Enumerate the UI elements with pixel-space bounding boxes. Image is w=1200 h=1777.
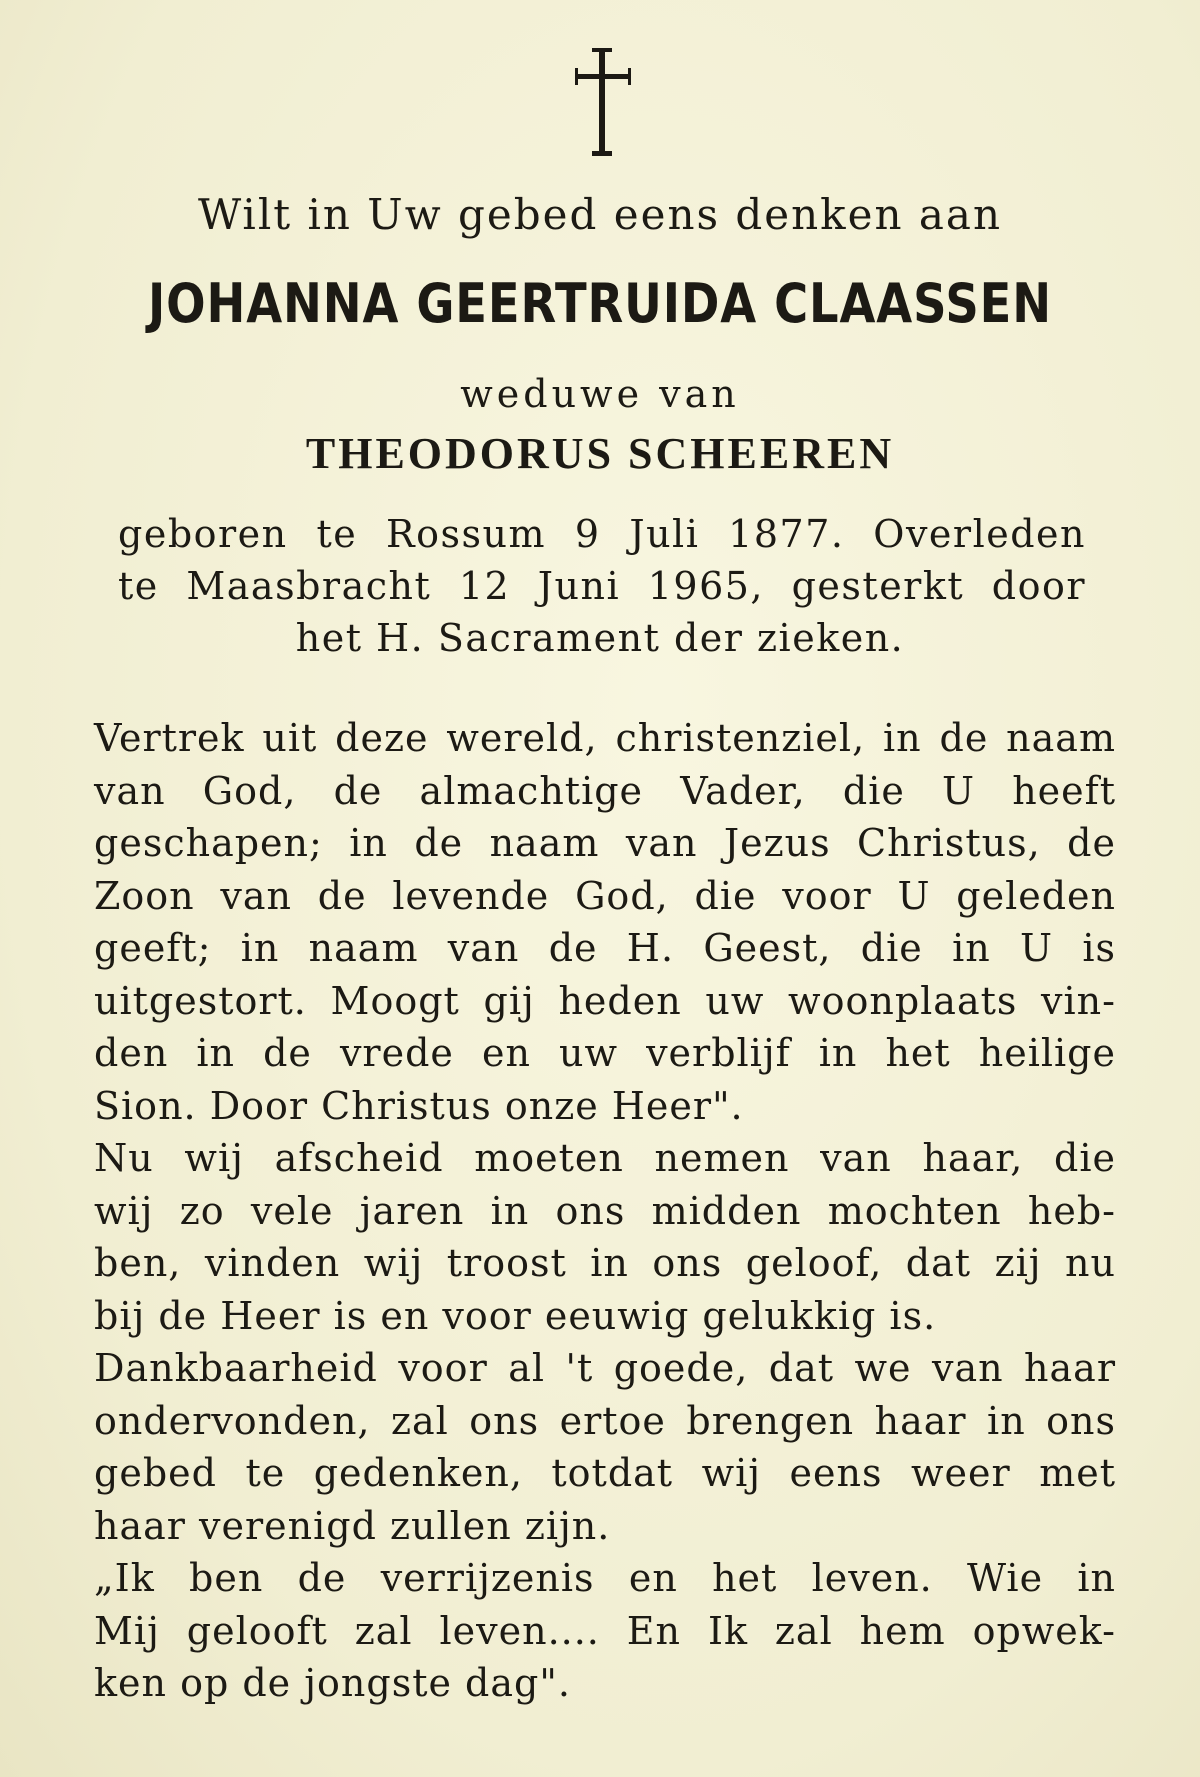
prayer-line: van God, de almachtige Vader, die U heeft [94, 768, 1116, 813]
bio-line: het H. Sacrament der zieken. [295, 616, 905, 660]
intro-text: Wilt in Uw gebed eens denken aan [197, 190, 1003, 239]
prayer-line: Sion. Door Christus onze Heer". [94, 1083, 744, 1128]
bio-line: geboren te Rossum 9 Juli 1877. Overleden [118, 512, 1086, 556]
prayer-line: ondervonden, zal ons ertoe brengen haar in ons [94, 1398, 1116, 1443]
prayer-line: Nu wij afscheid moeten nemen van haar, die [94, 1136, 1116, 1180]
prayer-line: den in de vrede en uw verblijf in het heilige [94, 1031, 1116, 1075]
prayer-line: geeft; in naam van de H. Geest, die in U is [94, 926, 1116, 970]
prayer-line: Dankbaarheid voor al 't goede, dat we van haar [94, 1346, 1116, 1390]
prayer-line: haar verenigd zullen zijn. [94, 1503, 611, 1548]
prayer-line: gebed te gedenken, totdat wij eens weer met [94, 1451, 1116, 1495]
prayer-line: „Ik ben de verrijzenis en het leven. Wie in [94, 1556, 1116, 1600]
prayer-line: uitgestort. Moogt gij heden uw woonplaats vin- [94, 978, 1116, 1023]
prayer-text [94, 712, 1116, 1710]
cross-icon [575, 48, 631, 156]
prayer-line: ken op de jongste dag". [94, 1661, 571, 1705]
prayer-line: Zoon van de levende God, die voor U geleden [94, 873, 1116, 918]
prayer-line: ben, vinden wij troost in ons geloof, dat zij nu [94, 1241, 1116, 1285]
prayer-line: Mij gelooft zal leven.... En Ik zal hem opwek- [94, 1608, 1116, 1653]
deceased-name: JOHANNA GEERTRUIDA CLAASSEN [148, 272, 1052, 335]
husband-name: THEODORUS SCHEEREN [305, 429, 895, 478]
bio-line: te Maasbracht 12 Juni 1965, gesterkt door [118, 564, 1086, 608]
prayer-line: Vertrek uit deze wereld, christenziel, in de naam [94, 716, 1116, 760]
prayer-line: bij de Heer is en voor eeuwig gelukkig is. [94, 1293, 937, 1338]
relation-text: weduwe van [460, 372, 740, 416]
prayer-line: wij zo vele jaren in ons midden mochten heb- [94, 1188, 1116, 1233]
prayer-line: geschapen; in de naam van Jezus Christus, de [94, 821, 1116, 865]
